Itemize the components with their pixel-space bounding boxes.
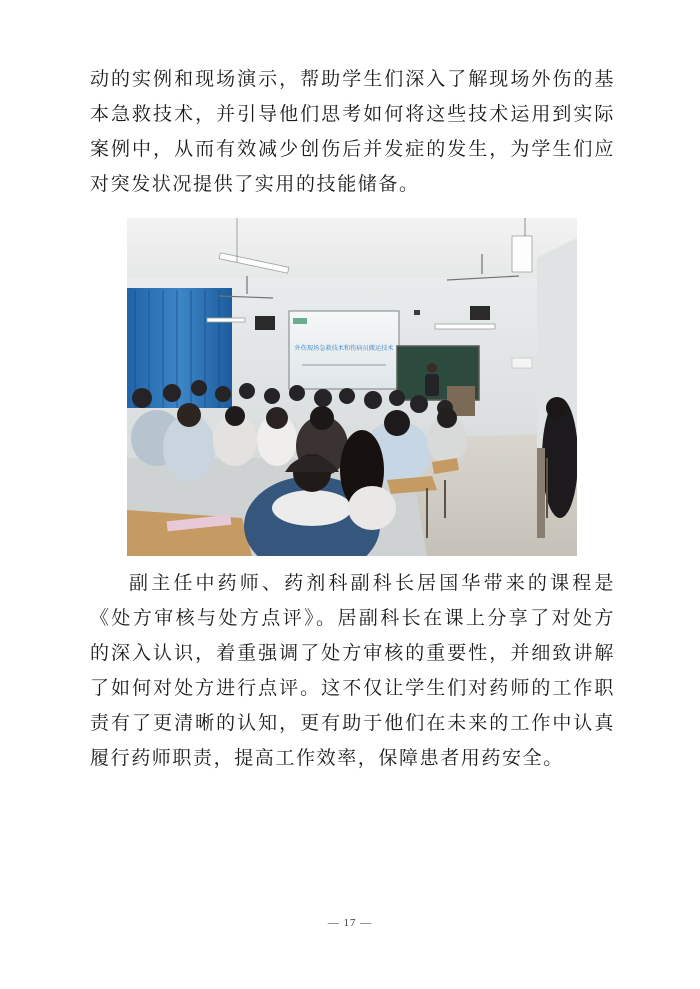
classroom-photo [127, 218, 577, 556]
projector-screen-title: 外伤现场急救技术和伤病员搬运技术 [294, 345, 394, 352]
page-number: — 17 — [327, 917, 373, 929]
body-paragraph-bottom: 副主任中药师、药剂科副科长居国华带来的课程是《处方审核与处方点评》。居副科长在课上分享了对处方的深入认识，着重强调了处方审核的重要性，并细致讲解了如何对处方进行点评。这不仅让学生们对药师的工作职责有了更清晰的认知，更有助于他们在未来的工作中认真履行药师职责，提高工作效率，保障患者用药安全。 [90, 572, 615, 769]
body-paragraph-top: 动的实例和现场演示，帮助学生们深入了解现场外伤的基本急救技术，并引导他们思考如何将这些技术运用到实际案例中，从而有效减少创伤后并发症的发生，为学生们应对突发状况提供了实用的技能储备。 [90, 68, 615, 195]
